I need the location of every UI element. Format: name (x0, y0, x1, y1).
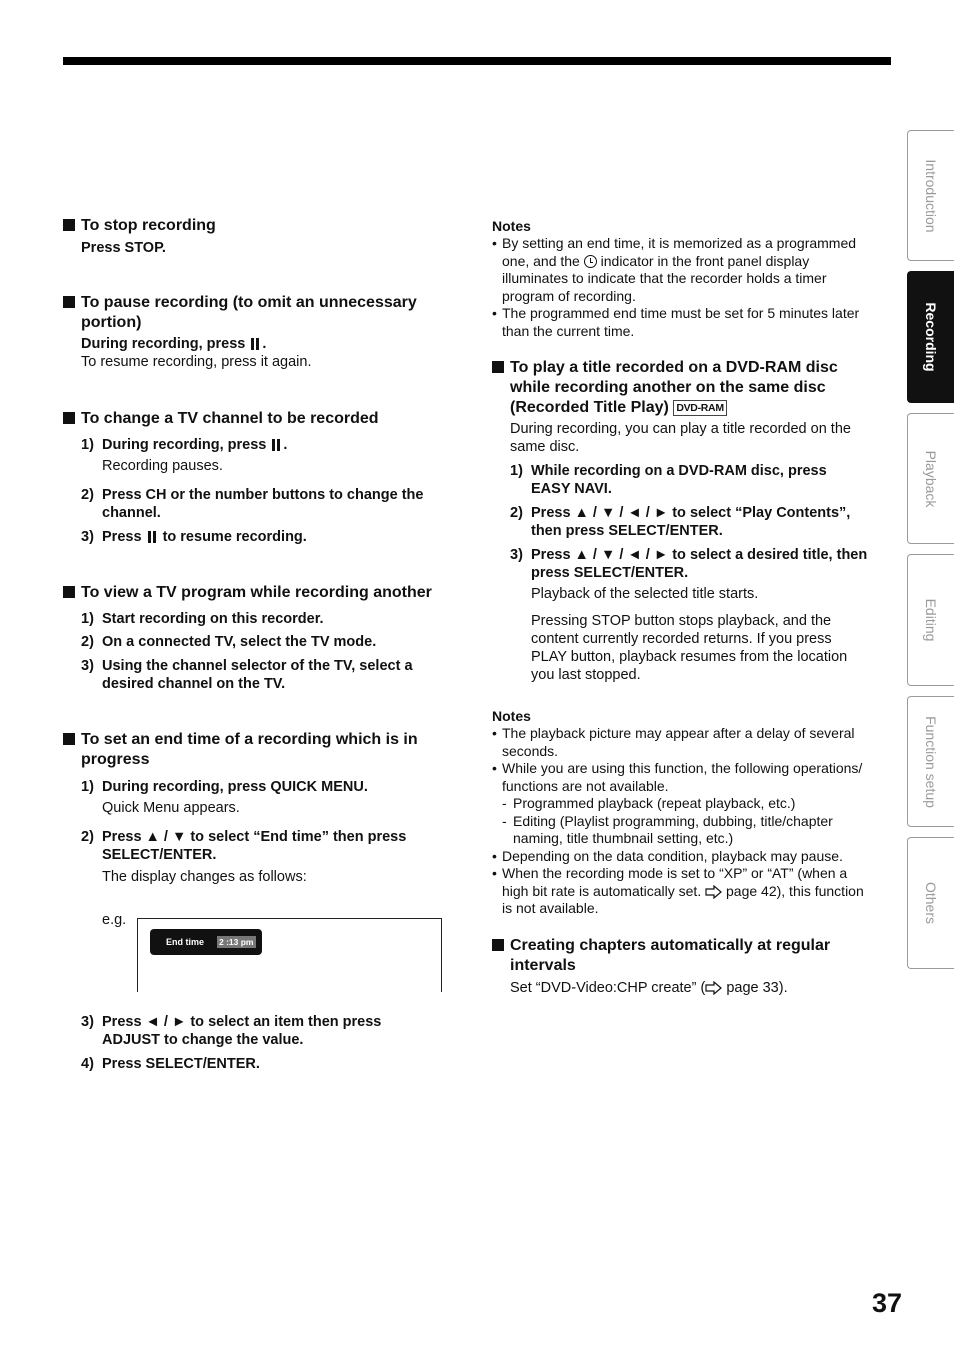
page-reference-arrow-icon (705, 981, 722, 995)
note-subitem: - Editing (Playlist programming, dubbing, title/chapter naming, title thumbnail setting, etc.) (502, 812, 833, 846)
tab-label: Others (923, 881, 939, 925)
play-intro: During recording, you can play a title recorded on the same disc. (510, 421, 851, 455)
right-column (492, 218, 892, 997)
endtime-step-2: 2) Press ▲ / ▼ to select “End time” then press SELECT/ENTER. (81, 829, 407, 863)
pause-resume-note: To resume recording, press it again. (81, 354, 312, 370)
notes-title: Notes (492, 708, 531, 724)
end-time-osd (150, 929, 262, 955)
left-column (63, 216, 463, 886)
page-reference-arrow-icon (705, 885, 722, 899)
chapters-instruction: Set “DVD-Video:CHP create” ( page 33). (510, 979, 788, 996)
channel-step-1-note: Recording pauses. (102, 458, 223, 474)
note-item: • While you are using this function, the following operations/ functions are not available. (492, 760, 863, 794)
endtime-steps-continued (81, 1013, 461, 1073)
tab-label: Introduction (923, 158, 939, 233)
endtime-step-3: 3) Press ◄ / ► to select an item then press ADJUST to change the value. (81, 1014, 382, 1048)
endtime-step-4: 4) Press SELECT/ENTER. (81, 1056, 260, 1072)
play-step-3: 3) Press ▲ / ▼ / ◄ / ► to select a desired title, then press SELECT/ENTER. (510, 547, 868, 581)
pause-icon (272, 439, 281, 451)
tab-others[interactable] (907, 837, 954, 969)
example-label: e.g. (102, 912, 127, 928)
note-item: • By setting an end time, it is memorized as a programmed one, and the indicator in the front panel display illuminates to indicate that the recorder holds a timer program of recording. (492, 235, 857, 304)
tab-label: Function setup (923, 715, 939, 808)
pause-icon (148, 531, 157, 543)
heading-change-channel: To change a TV channel to be recorded (63, 409, 463, 429)
note-item: • Depending on the data condition, playback may pause. (492, 847, 843, 864)
play-step-1: 1) While recording on a DVD-RAM disc, press EASY NAVI. (510, 463, 827, 497)
endtime-step-1-note: Quick Menu appears. (102, 800, 240, 816)
heading-creating-chapters: Creating chapters automatically at regular intervals (492, 936, 892, 976)
heading-set-end-time: To set an end time of a recording which is in progress (63, 730, 463, 770)
note-subitem: - Programmed playback (repeat playback, etc.) (502, 795, 796, 811)
pause-icon (251, 338, 260, 350)
channel-step-3: 3) Press to resume recording. (81, 529, 307, 545)
play-stop-paragraph: Pressing STOP button stops playback, and the content currently recorded returns. If you press PLAY button, playback resumes from the location you last stopped. (531, 613, 848, 683)
note-item: • The playback picture may appear after a delay of several seconds. (492, 725, 855, 759)
tab-recording[interactable] (907, 271, 954, 403)
tab-introduction[interactable] (907, 130, 954, 261)
view-step-1: 1) Start recording on this recorder. (81, 611, 324, 627)
note-item: • When the recording mode is set to “XP” or “AT” (when a high bit rate is automatically set. page 42), this function is not available. (492, 865, 864, 916)
timer-clock-icon (584, 255, 597, 268)
bullet-square-icon (63, 733, 75, 745)
bullet-square-icon (492, 939, 504, 951)
tab-label: Playback (923, 450, 939, 507)
osd-label: End time (166, 937, 205, 947)
endtime-step-1: 1) During recording, press QUICK MENU. (81, 779, 368, 795)
bullet-square-icon (63, 296, 75, 308)
bullet-square-icon (63, 412, 75, 424)
tab-editing[interactable] (907, 554, 954, 686)
channel-step-1: 1) During recording, press . (81, 437, 288, 453)
bullet-square-icon (492, 361, 504, 373)
view-step-3: 3) Using the channel selector of the TV, select a desired channel on the TV. (81, 658, 413, 692)
top-rule (63, 57, 891, 65)
play-step-3-note: Playback of the selected title starts. (531, 586, 759, 602)
bullet-square-icon (63, 586, 75, 598)
osd-example-box (137, 918, 442, 992)
heading-pause-recording: To pause recording (to omit an unnecessary portion) (63, 293, 463, 333)
heading-recorded-title-play: To play a title recorded on a DVD-RAM disc while recording another on the same disc (Recorded Title Play) DVD-RAM (492, 358, 892, 418)
heading-view-tv-program: To view a TV program while recording another (63, 583, 463, 603)
view-step-2: 2) On a connected TV, select the TV mode. (81, 634, 377, 650)
page-number: 37 (872, 1288, 903, 1318)
heading-stop-recording: To stop recording (63, 216, 463, 236)
tab-label: Editing (923, 598, 939, 642)
note-item: • The programmed end time must be set for 5 minutes later than the current time. (492, 305, 860, 339)
osd-time-value: 2 :13 pm (219, 937, 254, 947)
tab-function-setup[interactable] (907, 696, 954, 827)
endtime-step-2-note: The display changes as follows: (102, 869, 307, 885)
channel-step-2: 2) Press CH or the number buttons to change the channel. (81, 487, 424, 521)
dvd-ram-badge: DVD-RAM (673, 400, 726, 416)
bullet-square-icon (63, 219, 75, 231)
tab-playback[interactable] (907, 413, 954, 544)
notes-title: Notes (492, 218, 531, 234)
play-step-2: 2) Press ▲ / ▼ / ◄ / ► to select “Play Contents”, then press SELECT/ENTER. (510, 505, 851, 539)
stop-instruction: Press STOP. (81, 240, 166, 256)
pause-instruction: During recording, press . (81, 336, 267, 352)
tab-label: Recording (923, 302, 939, 372)
